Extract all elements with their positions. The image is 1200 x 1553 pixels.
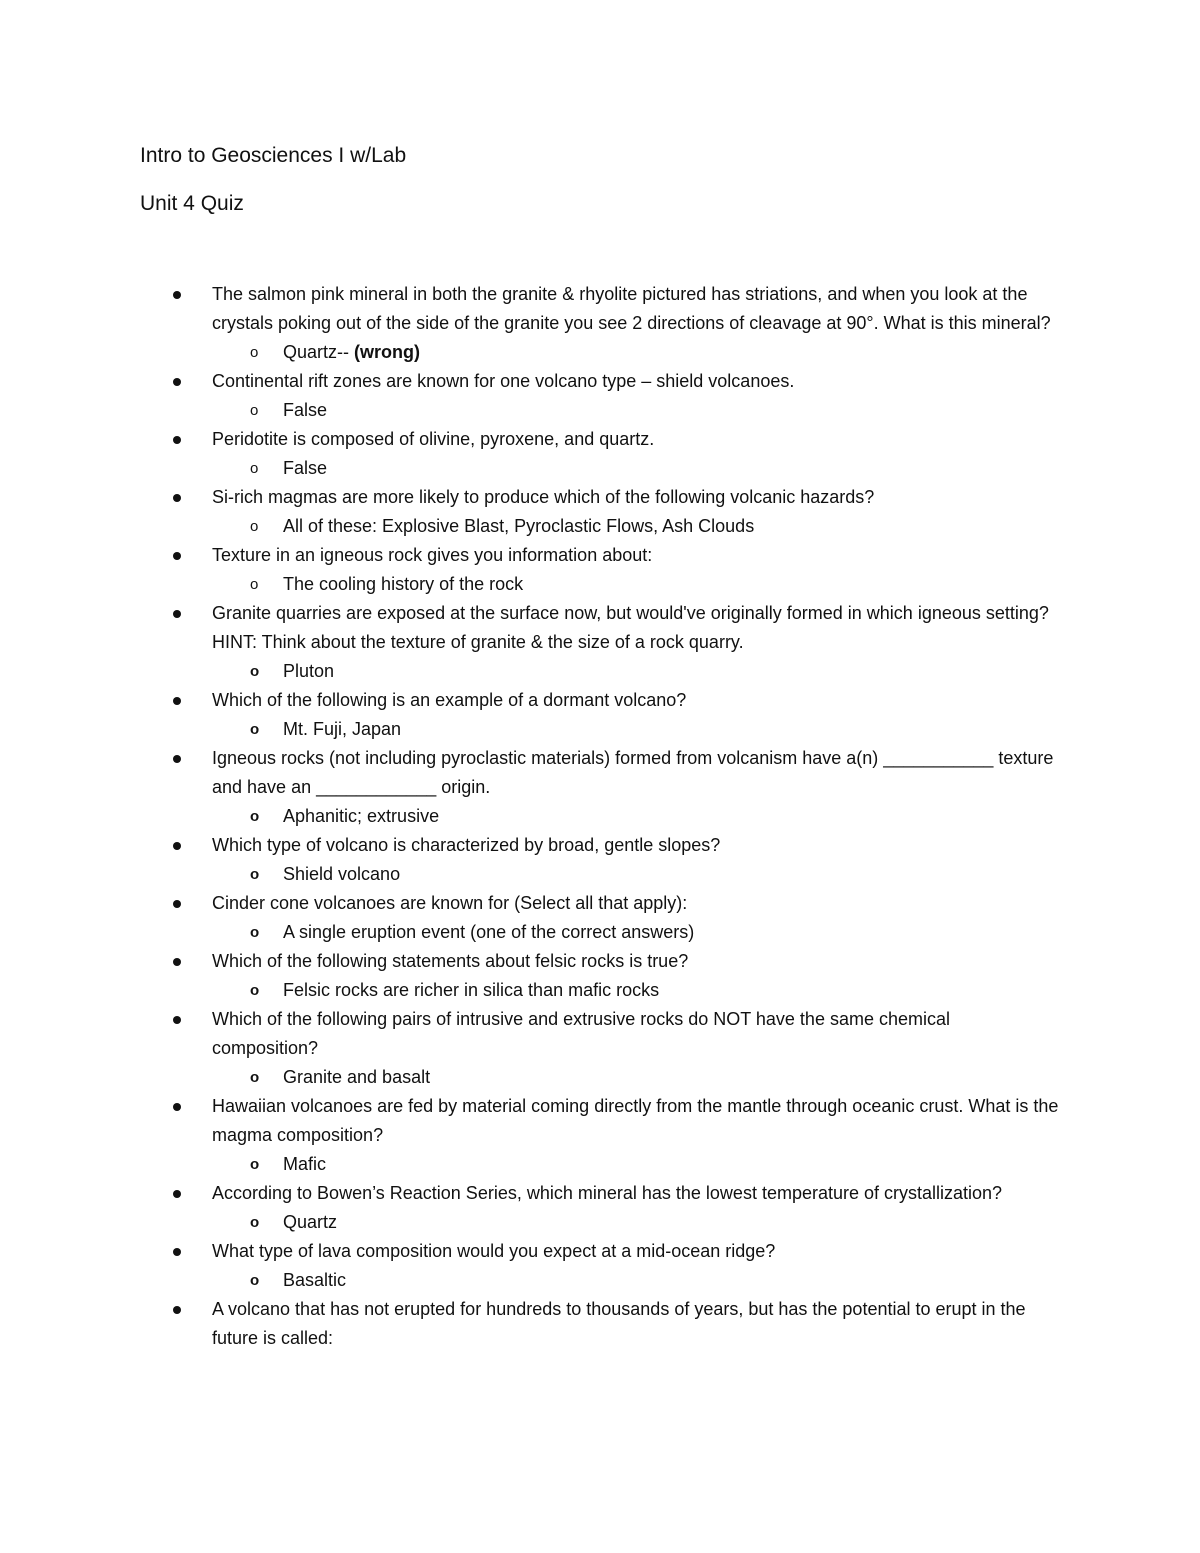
bullet-icon	[173, 958, 181, 966]
quiz-item	[0, 1237, 1200, 1295]
bullet-icon	[173, 1306, 181, 1314]
answer	[0, 715, 1200, 744]
question-text: A volcano that has not erupted for hundreds to thousands of years, but has the potential to erupt in the future is called:	[212, 1299, 1026, 1348]
answer-text: All of these: Explosive Blast, Pyroclastic Flows, Ash Clouds	[283, 516, 755, 536]
quiz-item	[0, 889, 1200, 947]
answer-text: The cooling history of the rock	[283, 574, 524, 594]
question-text: Hawaiian volcanoes are fed by material coming directly from the mantle through oceanic crust. What is the magma composition?	[212, 1096, 1059, 1145]
answer-marker-icon: o	[250, 721, 260, 738]
question	[0, 1179, 1200, 1208]
bullet-icon	[173, 1103, 181, 1111]
answer	[0, 396, 1200, 425]
bullet-icon	[173, 436, 181, 444]
quiz-item	[0, 280, 1200, 367]
question	[0, 483, 1200, 512]
bullet-icon	[173, 697, 181, 705]
question-text: Cinder cone volcanoes are known for (Select all that apply):	[212, 893, 688, 913]
question	[0, 686, 1200, 715]
answer-text: False	[283, 458, 328, 478]
quiz-item	[0, 1092, 1200, 1179]
answer-text: Basaltic	[283, 1270, 347, 1290]
answer	[0, 1208, 1200, 1237]
question-text: The salmon pink mineral in both the granite & rhyolite pictured has striations, and when you look at the crystals poking out of the side of the granite you see 2 directions of cleavage at 90°. What is this mineral?	[212, 284, 1051, 333]
answer-marker-icon: o	[250, 1214, 260, 1231]
bullet-icon	[173, 1248, 181, 1256]
question	[0, 947, 1200, 976]
answer-text: False	[283, 400, 328, 420]
quiz-item	[0, 367, 1200, 425]
question-text: Continental rift zones are known for one volcano type – shield volcanoes.	[212, 371, 795, 391]
question	[0, 831, 1200, 860]
quiz-item	[0, 947, 1200, 1005]
answer	[0, 802, 1200, 831]
bullet-icon	[173, 1016, 181, 1024]
quiz-item	[0, 1179, 1200, 1237]
question	[0, 367, 1200, 396]
question	[0, 541, 1200, 570]
question	[0, 889, 1200, 918]
bullet-icon	[173, 291, 181, 299]
answer-marker-icon: o	[250, 576, 259, 593]
answer	[0, 860, 1200, 889]
answer	[0, 657, 1200, 686]
answer-marker-icon: o	[250, 924, 260, 941]
answer-marker-icon: o	[250, 982, 260, 999]
question-text: What type of lava composition would you expect at a mid-ocean ridge?	[212, 1241, 776, 1261]
question	[0, 1295, 1200, 1353]
answer-marker-icon: o	[250, 1156, 260, 1173]
bullet-icon	[173, 755, 181, 763]
question-text: According to Bowen’s Reaction Series, which mineral has the lowest temperature of crystallization?	[212, 1183, 1003, 1203]
quiz-item	[0, 744, 1200, 831]
question	[0, 1092, 1200, 1150]
answer	[0, 1063, 1200, 1092]
question-text: Which of the following pairs of intrusive and extrusive rocks do NOT have the same chemical composition?	[212, 1009, 950, 1058]
answer	[0, 570, 1200, 599]
question-text: Si-rich magmas are more likely to produce which of the following volcanic hazards?	[212, 487, 875, 507]
quiz-item	[0, 1005, 1200, 1092]
answer	[0, 338, 1200, 367]
question	[0, 425, 1200, 454]
quiz-item	[0, 831, 1200, 889]
answer-marker-icon: o	[250, 344, 259, 361]
answer-marker-icon: o	[250, 866, 260, 883]
answer-text: Quartz--	[283, 342, 355, 362]
answer-text: A single eruption event (one of the correct answers)	[283, 922, 695, 942]
quiz-item	[0, 599, 1200, 686]
question	[0, 744, 1200, 802]
answer-text: Pluton	[283, 661, 335, 681]
answer	[0, 512, 1200, 541]
answer-marker-icon: o	[250, 663, 260, 680]
answer	[0, 454, 1200, 483]
question	[0, 280, 1200, 338]
quiz-item	[0, 483, 1200, 541]
question-text: Which of the following is an example of a dormant volcano?	[212, 690, 687, 710]
quiz-item	[0, 541, 1200, 599]
question-text: Igneous rocks (not including pyroclastic materials) formed from volcanism have a(n) ___________ texture and have an ____________ origin.	[212, 748, 1054, 797]
answer-note: (wrong)	[354, 342, 420, 362]
answer-text: Aphanitic; extrusive	[283, 806, 440, 826]
answer	[0, 918, 1200, 947]
question	[0, 1005, 1200, 1063]
question-text: Which type of volcano is characterized by broad, gentle slopes?	[212, 835, 721, 855]
document-title: Intro to Geosciences I w/Lab	[140, 144, 407, 167]
quiz-item	[0, 425, 1200, 483]
document-subtitle: Unit 4 Quiz	[140, 192, 244, 215]
quiz-item	[0, 686, 1200, 744]
answer-marker-icon: o	[250, 1069, 260, 1086]
question	[0, 599, 1200, 657]
answer-marker-icon: o	[250, 518, 259, 535]
answer-marker-icon: o	[250, 460, 259, 477]
bullet-icon	[173, 378, 181, 386]
answer	[0, 1150, 1200, 1179]
answer-text: Quartz	[283, 1212, 338, 1232]
answer-text: Mafic	[283, 1154, 327, 1174]
question-text: Texture in an igneous rock gives you information about:	[212, 545, 653, 565]
answer	[0, 1266, 1200, 1295]
bullet-icon	[173, 552, 181, 560]
question-text: Which of the following statements about felsic rocks is true?	[212, 951, 689, 971]
question-text: Peridotite is composed of olivine, pyroxene, and quartz.	[212, 429, 655, 449]
quiz-item	[0, 1295, 1200, 1353]
question-text: Granite quarries are exposed at the surface now, but would've originally formed in which igneous setting? HINT: Think about the texture of granite & the size of a rock quarry.	[212, 603, 1049, 652]
bullet-icon	[173, 610, 181, 618]
answer-text: Shield volcano	[283, 864, 401, 884]
bullet-icon	[173, 842, 181, 850]
answer-text: Felsic rocks are richer in silica than mafic rocks	[283, 980, 660, 1000]
answer-marker-icon: o	[250, 1272, 260, 1289]
bullet-icon	[173, 900, 181, 908]
bullet-icon	[173, 494, 181, 502]
answer	[0, 976, 1200, 1005]
answer-marker-icon: o	[250, 402, 259, 419]
bullet-icon	[173, 1190, 181, 1198]
answer-text: Granite and basalt	[283, 1067, 431, 1087]
answer-marker-icon: o	[250, 808, 260, 825]
answer-text: Mt. Fuji, Japan	[283, 719, 402, 739]
quiz-question-list	[0, 280, 1200, 1353]
question	[0, 1237, 1200, 1266]
